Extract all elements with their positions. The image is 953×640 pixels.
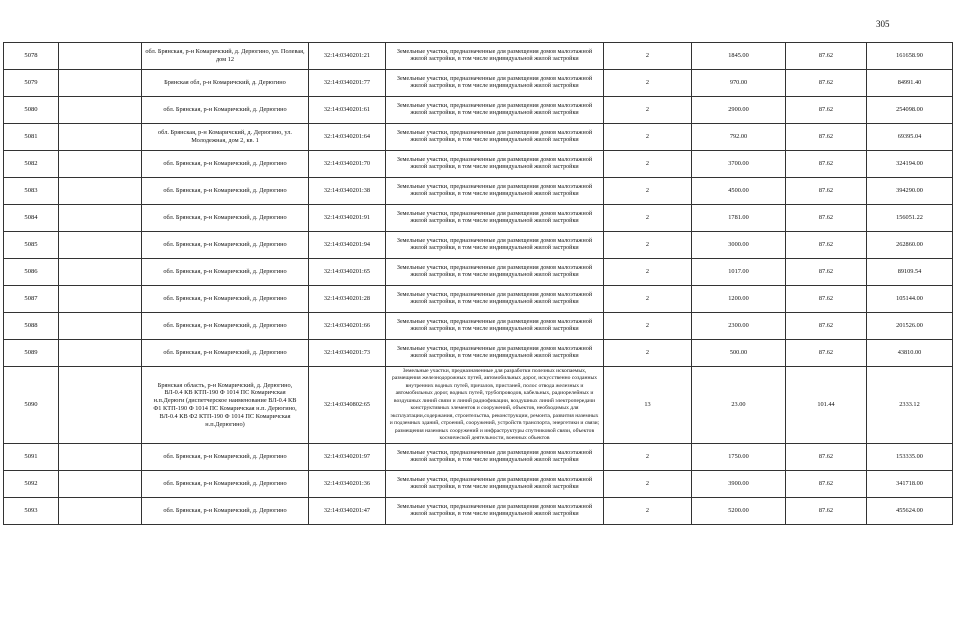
- group-code-cell: 2: [604, 313, 692, 340]
- rate-cell: 87.62: [786, 70, 867, 97]
- address-cell: обл. Брянская, р-н Комаричский, д. Дерюгино: [142, 313, 309, 340]
- cadastral-number-cell: 32:14:0340201:28: [309, 286, 386, 313]
- address-cell: обл. Брянская, р-н Комаричский, д. Дерюгино: [142, 205, 309, 232]
- land-use-cell: Земельные участки, предназначенные для размещения домов малоэтажной жилой застройки, в том числе индивидуальной жилой застройки: [386, 178, 604, 205]
- empty-cell: [59, 471, 142, 498]
- rate-cell: 87.62: [786, 444, 867, 471]
- address-cell: обл. Брянская, р-н Комаричский, д. Дерюгино: [142, 286, 309, 313]
- row-number: 5081: [4, 124, 59, 151]
- area-cell: 500.00: [692, 340, 786, 367]
- area-cell: 1017.00: [692, 259, 786, 286]
- cadastral-number-cell: 32:14:0340201:36: [309, 471, 386, 498]
- table-row: [4, 70, 953, 97]
- area-cell: 3900.00: [692, 471, 786, 498]
- cadastral-value-cell: 89109.54: [867, 259, 953, 286]
- group-code-cell: 2: [604, 340, 692, 367]
- cadastral-value-cell: 455624.00: [867, 498, 953, 525]
- cadastral-value-cell: 2333.12: [867, 367, 953, 444]
- table-row: [4, 151, 953, 178]
- area-cell: 792.00: [692, 124, 786, 151]
- cadastral-number-cell: 32:14:0340201:38: [309, 178, 386, 205]
- address-cell: обл. Брянская, р-н Комаричский, д. Дерюгино: [142, 232, 309, 259]
- cadastral-value-cell: 324194.00: [867, 151, 953, 178]
- land-use-cell: Земельные участки, предназначенные для размещения домов малоэтажной жилой застройки, в том числе индивидуальной жилой застройки: [386, 444, 604, 471]
- empty-cell: [59, 70, 142, 97]
- rate-cell: 87.62: [786, 286, 867, 313]
- group-code-cell: 2: [604, 151, 692, 178]
- row-number: 5087: [4, 286, 59, 313]
- address-cell: Брянская обл, р-н Комаричский, д. Дерюгино: [142, 70, 309, 97]
- row-number: 5089: [4, 340, 59, 367]
- rate-cell: 87.62: [786, 97, 867, 124]
- row-number: 5092: [4, 471, 59, 498]
- cadastral-value-cell: 69395.04: [867, 124, 953, 151]
- row-number: 5090: [4, 367, 59, 444]
- rate-cell: 87.62: [786, 205, 867, 232]
- row-number: 5091: [4, 444, 59, 471]
- empty-cell: [59, 498, 142, 525]
- area-cell: 4500.00: [692, 178, 786, 205]
- land-use-cell: Земельные участки, предназначенные для размещения домов малоэтажной жилой застройки, в том числе индивидуальной жилой застройки: [386, 97, 604, 124]
- row-number: 5093: [4, 498, 59, 525]
- cadastral-number-cell: 32:14:0340802:65: [309, 367, 386, 444]
- table-row: [4, 340, 953, 367]
- cadastral-number-cell: 32:14:0340201:73: [309, 340, 386, 367]
- row-number: 5084: [4, 205, 59, 232]
- address-cell: обл. Брянская, р-н Комаричский, д. Дерюгино, ул. Молодежная, дом 2, кв. 1: [142, 124, 309, 151]
- rate-cell: 87.62: [786, 259, 867, 286]
- row-number: 5078: [4, 43, 59, 70]
- table-row: [4, 286, 953, 313]
- rate-cell: 87.62: [786, 124, 867, 151]
- cadastral-number-cell: 32:14:0340201:61: [309, 97, 386, 124]
- rate-cell: 87.62: [786, 232, 867, 259]
- empty-cell: [59, 340, 142, 367]
- area-cell: 3700.00: [692, 151, 786, 178]
- area-cell: 970.00: [692, 70, 786, 97]
- area-cell: 3000.00: [692, 232, 786, 259]
- land-use-cell: Земельные участки, предназначенные для размещения домов малоэтажной жилой застройки, в том числе индивидуальной жилой застройки: [386, 232, 604, 259]
- group-code-cell: 2: [604, 498, 692, 525]
- group-code-cell: 2: [604, 444, 692, 471]
- land-use-cell: Земельные участки, предназначенные для размещения домов малоэтажной жилой застройки, в том числе индивидуальной жилой застройки: [386, 205, 604, 232]
- area-cell: 1781.00: [692, 205, 786, 232]
- empty-cell: [59, 124, 142, 151]
- area-cell: 2900.00: [692, 97, 786, 124]
- group-code-cell: 2: [604, 178, 692, 205]
- group-code-cell: 2: [604, 471, 692, 498]
- cadastral-number-cell: 32:14:0340201:77: [309, 70, 386, 97]
- rate-cell: 87.62: [786, 151, 867, 178]
- table-row: [4, 205, 953, 232]
- cadastral-number-cell: 32:14:0340201:21: [309, 43, 386, 70]
- rate-cell: 87.62: [786, 471, 867, 498]
- cadastral-number-cell: 32:14:0340201:47: [309, 498, 386, 525]
- row-number: 5080: [4, 97, 59, 124]
- cadastral-number-cell: 32:14:0340201:66: [309, 313, 386, 340]
- rate-cell: 87.62: [786, 313, 867, 340]
- empty-cell: [59, 151, 142, 178]
- rate-cell: 87.62: [786, 498, 867, 525]
- area-cell: 1200.00: [692, 286, 786, 313]
- cadastral-value-cell: 341718.00: [867, 471, 953, 498]
- page-number: 305: [876, 19, 890, 29]
- empty-cell: [59, 444, 142, 471]
- group-code-cell: 2: [604, 232, 692, 259]
- empty-cell: [59, 178, 142, 205]
- rate-cell: 101.44: [786, 367, 867, 444]
- cadastral-value-cell: 156051.22: [867, 205, 953, 232]
- group-code-cell: 2: [604, 97, 692, 124]
- cadastral-value-cell: 105144.00: [867, 286, 953, 313]
- group-code-cell: 13: [604, 367, 692, 444]
- table-row: [4, 471, 953, 498]
- land-use-cell: Земельные участки, предназначенные для размещения домов малоэтажной жилой застройки, в том числе индивидуальной жилой застройки: [386, 313, 604, 340]
- rate-cell: 87.62: [786, 340, 867, 367]
- land-use-cell: Земельные участки, предназначенные для разработки полезных ископаемых, размещения железнодорожных путей, автомобильных дорог, искусственно созданных внутренних водных путей, причалов, пристаней, полос отвода железных и автомобильных дорог, водных путей, трубопроводов, кабельных, радиорелейных и воздушных линий связи и линий радиофикации, воздушных линий электропередачи конструктивных элементов и сооружений, объектов, необходимых для эксплуатации,содержания, строительства, реконструкции, ремонта, развития наземных и подземных зданий, строений, сооружений, устройств транспорта, энергетики и связи; размещения наземных сооружений и инфраструктуры спутниковой связи, объектов космической деятельности, военных объектов: [386, 367, 604, 444]
- land-use-cell: Земельные участки, предназначенные для размещения домов малоэтажной жилой застройки, в том числе индивидуальной жилой застройки: [386, 259, 604, 286]
- address-cell: обл. Брянская, р-н Комаричский, д. Дерюгино: [142, 151, 309, 178]
- row-number: 5086: [4, 259, 59, 286]
- cadastral-number-cell: 32:14:0340201:97: [309, 444, 386, 471]
- area-cell: 2300.00: [692, 313, 786, 340]
- empty-cell: [59, 367, 142, 444]
- group-code-cell: 2: [604, 286, 692, 313]
- address-cell: Брянская область, р-н Комаричский, д. Дерюгино, ВЛ-0.4 КВ КТП-190 Ф 1014 ПС Комаричская н.п.Дерюги (диспетчерское наименование ВЛ-0.4 КВ Ф1 КТП-190 Ф 1014 ПС Комаричская н.п. Дерюгино, ВЛ-0.4 КВ Ф2 КТП-190 Ф 1014 ПС Комаричская н.п.Дерюгино): [142, 367, 309, 444]
- row-number: 5079: [4, 70, 59, 97]
- address-cell: обл. Брянская, р-н Комаричский, д. Дерюгино: [142, 97, 309, 124]
- empty-cell: [59, 232, 142, 259]
- land-use-cell: Земельные участки, предназначенные для размещения домов малоэтажной жилой застройки, в том числе индивидуальной жилой застройки: [386, 286, 604, 313]
- registry-table: [3, 42, 953, 525]
- rate-cell: 87.62: [786, 43, 867, 70]
- cadastral-value-cell: 161658.90: [867, 43, 953, 70]
- rate-cell: 87.62: [786, 178, 867, 205]
- area-cell: 23.00: [692, 367, 786, 444]
- table-row: [4, 444, 953, 471]
- empty-cell: [59, 43, 142, 70]
- row-number: 5083: [4, 178, 59, 205]
- address-cell: обл. Брянская, р-н Комаричский, д. Дерюгино: [142, 471, 309, 498]
- area-cell: 5200.00: [692, 498, 786, 525]
- empty-cell: [59, 205, 142, 232]
- address-cell: обл. Брянская, р-н Комаричский, д. Дерюгино: [142, 340, 309, 367]
- cadastral-value-cell: 43810.00: [867, 340, 953, 367]
- area-cell: 1750.00: [692, 444, 786, 471]
- table-row: [4, 259, 953, 286]
- table-row: [4, 232, 953, 259]
- empty-cell: [59, 97, 142, 124]
- table-row: [4, 367, 953, 444]
- cadastral-number-cell: 32:14:0340201:70: [309, 151, 386, 178]
- cadastral-value-cell: 254098.00: [867, 97, 953, 124]
- table-row: [4, 43, 953, 70]
- cadastral-value-cell: 153335.00: [867, 444, 953, 471]
- cadastral-value-cell: 394290.00: [867, 178, 953, 205]
- land-use-cell: Земельные участки, предназначенные для размещения домов малоэтажной жилой застройки, в том числе индивидуальной жилой застройки: [386, 340, 604, 367]
- row-number: 5085: [4, 232, 59, 259]
- table-row: [4, 178, 953, 205]
- address-cell: обл. Брянская, р-н Комаричский, д. Дерюгино: [142, 498, 309, 525]
- table-row: [4, 498, 953, 525]
- group-code-cell: 2: [604, 70, 692, 97]
- empty-cell: [59, 286, 142, 313]
- cadastral-value-cell: 262860.00: [867, 232, 953, 259]
- table-row: [4, 313, 953, 340]
- address-cell: обл. Брянская, р-н Комаричский, д. Дерюгино: [142, 259, 309, 286]
- address-cell: обл. Брянская, р-н Комаричский, д. Дерюгино: [142, 178, 309, 205]
- address-cell: обл. Брянская, р-н Комаричский, д. Дерюгино, ул. Полевая, дом 12: [142, 43, 309, 70]
- group-code-cell: 2: [604, 43, 692, 70]
- area-cell: 1845.00: [692, 43, 786, 70]
- row-number: 5082: [4, 151, 59, 178]
- table-row: [4, 124, 953, 151]
- cadastral-number-cell: 32:14:0340201:94: [309, 232, 386, 259]
- cadastral-value-cell: 84991.40: [867, 70, 953, 97]
- address-cell: обл. Брянская, р-н Комаричский, д. Дерюгино: [142, 444, 309, 471]
- land-use-cell: Земельные участки, предназначенные для размещения домов малоэтажной жилой застройки, в том числе индивидуальной жилой застройки: [386, 471, 604, 498]
- cadastral-number-cell: 32:14:0340201:64: [309, 124, 386, 151]
- table-row: [4, 97, 953, 124]
- group-code-cell: 2: [604, 124, 692, 151]
- land-use-cell: Земельные участки, предназначенные для размещения домов малоэтажной жилой застройки, в том числе индивидуальной жилой застройки: [386, 124, 604, 151]
- cadastral-value-cell: 201526.00: [867, 313, 953, 340]
- cadastral-number-cell: 32:14:0340201:91: [309, 205, 386, 232]
- group-code-cell: 2: [604, 205, 692, 232]
- land-use-cell: Земельные участки, предназначенные для размещения домов малоэтажной жилой застройки, в том числе индивидуальной жилой застройки: [386, 498, 604, 525]
- group-code-cell: 2: [604, 259, 692, 286]
- row-number: 5088: [4, 313, 59, 340]
- empty-cell: [59, 259, 142, 286]
- empty-cell: [59, 313, 142, 340]
- land-use-cell: Земельные участки, предназначенные для размещения домов малоэтажной жилой застройки, в том числе индивидуальной жилой застройки: [386, 70, 604, 97]
- land-use-cell: Земельные участки, предназначенные для размещения домов малоэтажной жилой застройки, в том числе индивидуальной жилой застройки: [386, 43, 604, 70]
- land-use-cell: Земельные участки, предназначенные для размещения домов малоэтажной жилой застройки, в том числе индивидуальной жилой застройки: [386, 151, 604, 178]
- cadastral-number-cell: 32:14:0340201:65: [309, 259, 386, 286]
